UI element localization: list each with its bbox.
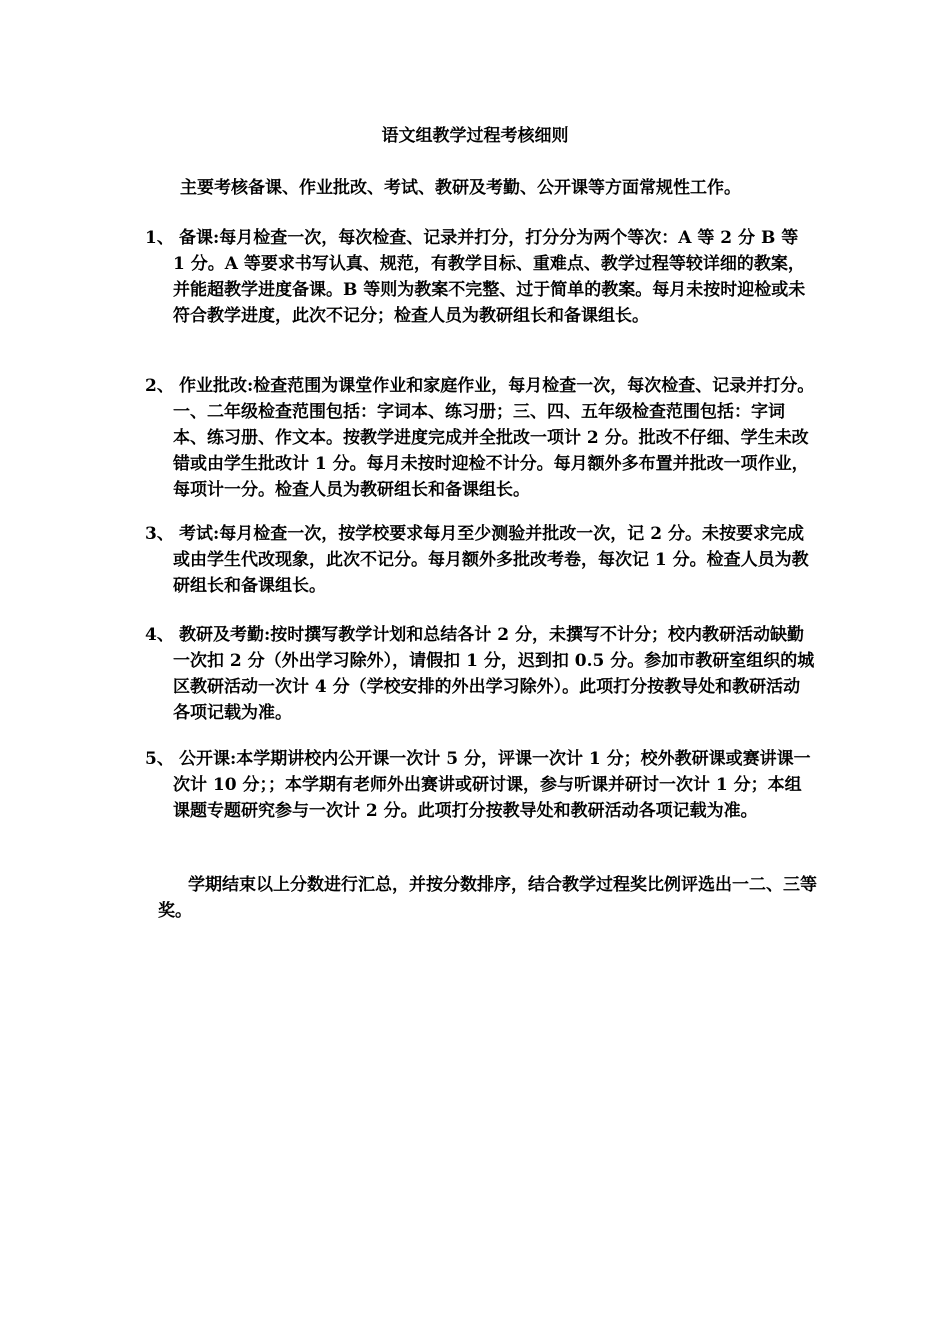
item-number: 5、	[145, 749, 174, 769]
rule-item-research-attendance	[145, 622, 815, 726]
item-label: 备课:	[179, 228, 220, 248]
item-text: 每月检查一次，按学校要求每月至少测验并批改一次，记 2 分。未按要求完成或由学生代改现象，此次不记分。每月额外多批改考卷，每次记 1 分。检查人员为教研组长和备课组长。	[173, 524, 809, 596]
item-number: 4、	[145, 625, 174, 645]
item-text: 本学期讲校内公开课一次计 5 分，评课一次计 1 分；校外教研课或赛讲课一次计 10 分；；本学期有老师外出赛讲或研讨课，参与听课并研讨一次计 1 分；本组课题专题研究参与一次计 2 分。此项打分按教导处和教研活动各项记载为准。	[173, 749, 811, 821]
rule-item-open-class	[145, 746, 815, 824]
item-label: 公开课:	[179, 749, 237, 769]
summary-paragraph: 学期结束以上分数进行汇总，并按分数排序，结合教学过程奖比例评选出一二、三等奖。	[158, 875, 817, 921]
rule-item-exam	[145, 521, 815, 599]
item-text: 按时撰写教学计划和总结各计 2 分，未撰写不计分；校内教研活动缺勤一次扣 2 分（外出学习除外），请假扣 1 分，迟到扣 0.5 分。参加市教研室组织的城区教研活动一次计 4 分（学校安排的外出学习除外）。此项打分按教导处和教研活动各项记载为准。	[173, 625, 815, 723]
item-body	[173, 521, 815, 599]
item-label: 教研及考勤:	[179, 625, 271, 645]
item-number: 1、	[145, 228, 174, 248]
item-label: 考试:	[179, 524, 220, 544]
document-title: 语文组教学过程考核细则	[381, 126, 569, 146]
item-number: 3、	[145, 524, 174, 544]
intro-paragraph: 主要考核备课、作业批改、考试、教研及考勤、公开课等方面常规性工作。	[180, 178, 741, 198]
rule-item-lesson-prep	[145, 225, 815, 329]
item-label: 作业批改:	[179, 376, 254, 396]
item-body	[173, 225, 815, 329]
item-body	[173, 373, 815, 503]
item-body	[173, 622, 815, 726]
item-body	[173, 746, 815, 824]
item-text: 检查范围为课堂作业和家庭作业，每月检查一次，每次检查、记录并打分。一、二年级检查范围包括：字词本、练习册；三、四、五年级检查范围包括：字词本、练习册、作文本。按教学进度完成并全批改一项计 2 分。批改不仔细、学生未改错或由学生批改计 1 分。每月未按时迎检不计分。每月额外多布置并批改一项作业，每项计一分。检查人员为教研组长和备课组长。	[173, 376, 815, 500]
item-text: 每月检查一次，每次检查、记录并打分，打分分为两个等次：A 等 2 分 B 等 1 分。A 等要求书写认真、规范，有教学目标、重难点、教学过程等较详细的教案，并能超教学进度备课。B 等则为教案不完整、过于简单的教案。每月未按时迎检或未符合教学进度，此次不记分；检查人员为教研组长和备课组长。	[173, 228, 806, 326]
rule-item-homework	[145, 373, 815, 503]
item-number: 2、	[145, 376, 174, 396]
